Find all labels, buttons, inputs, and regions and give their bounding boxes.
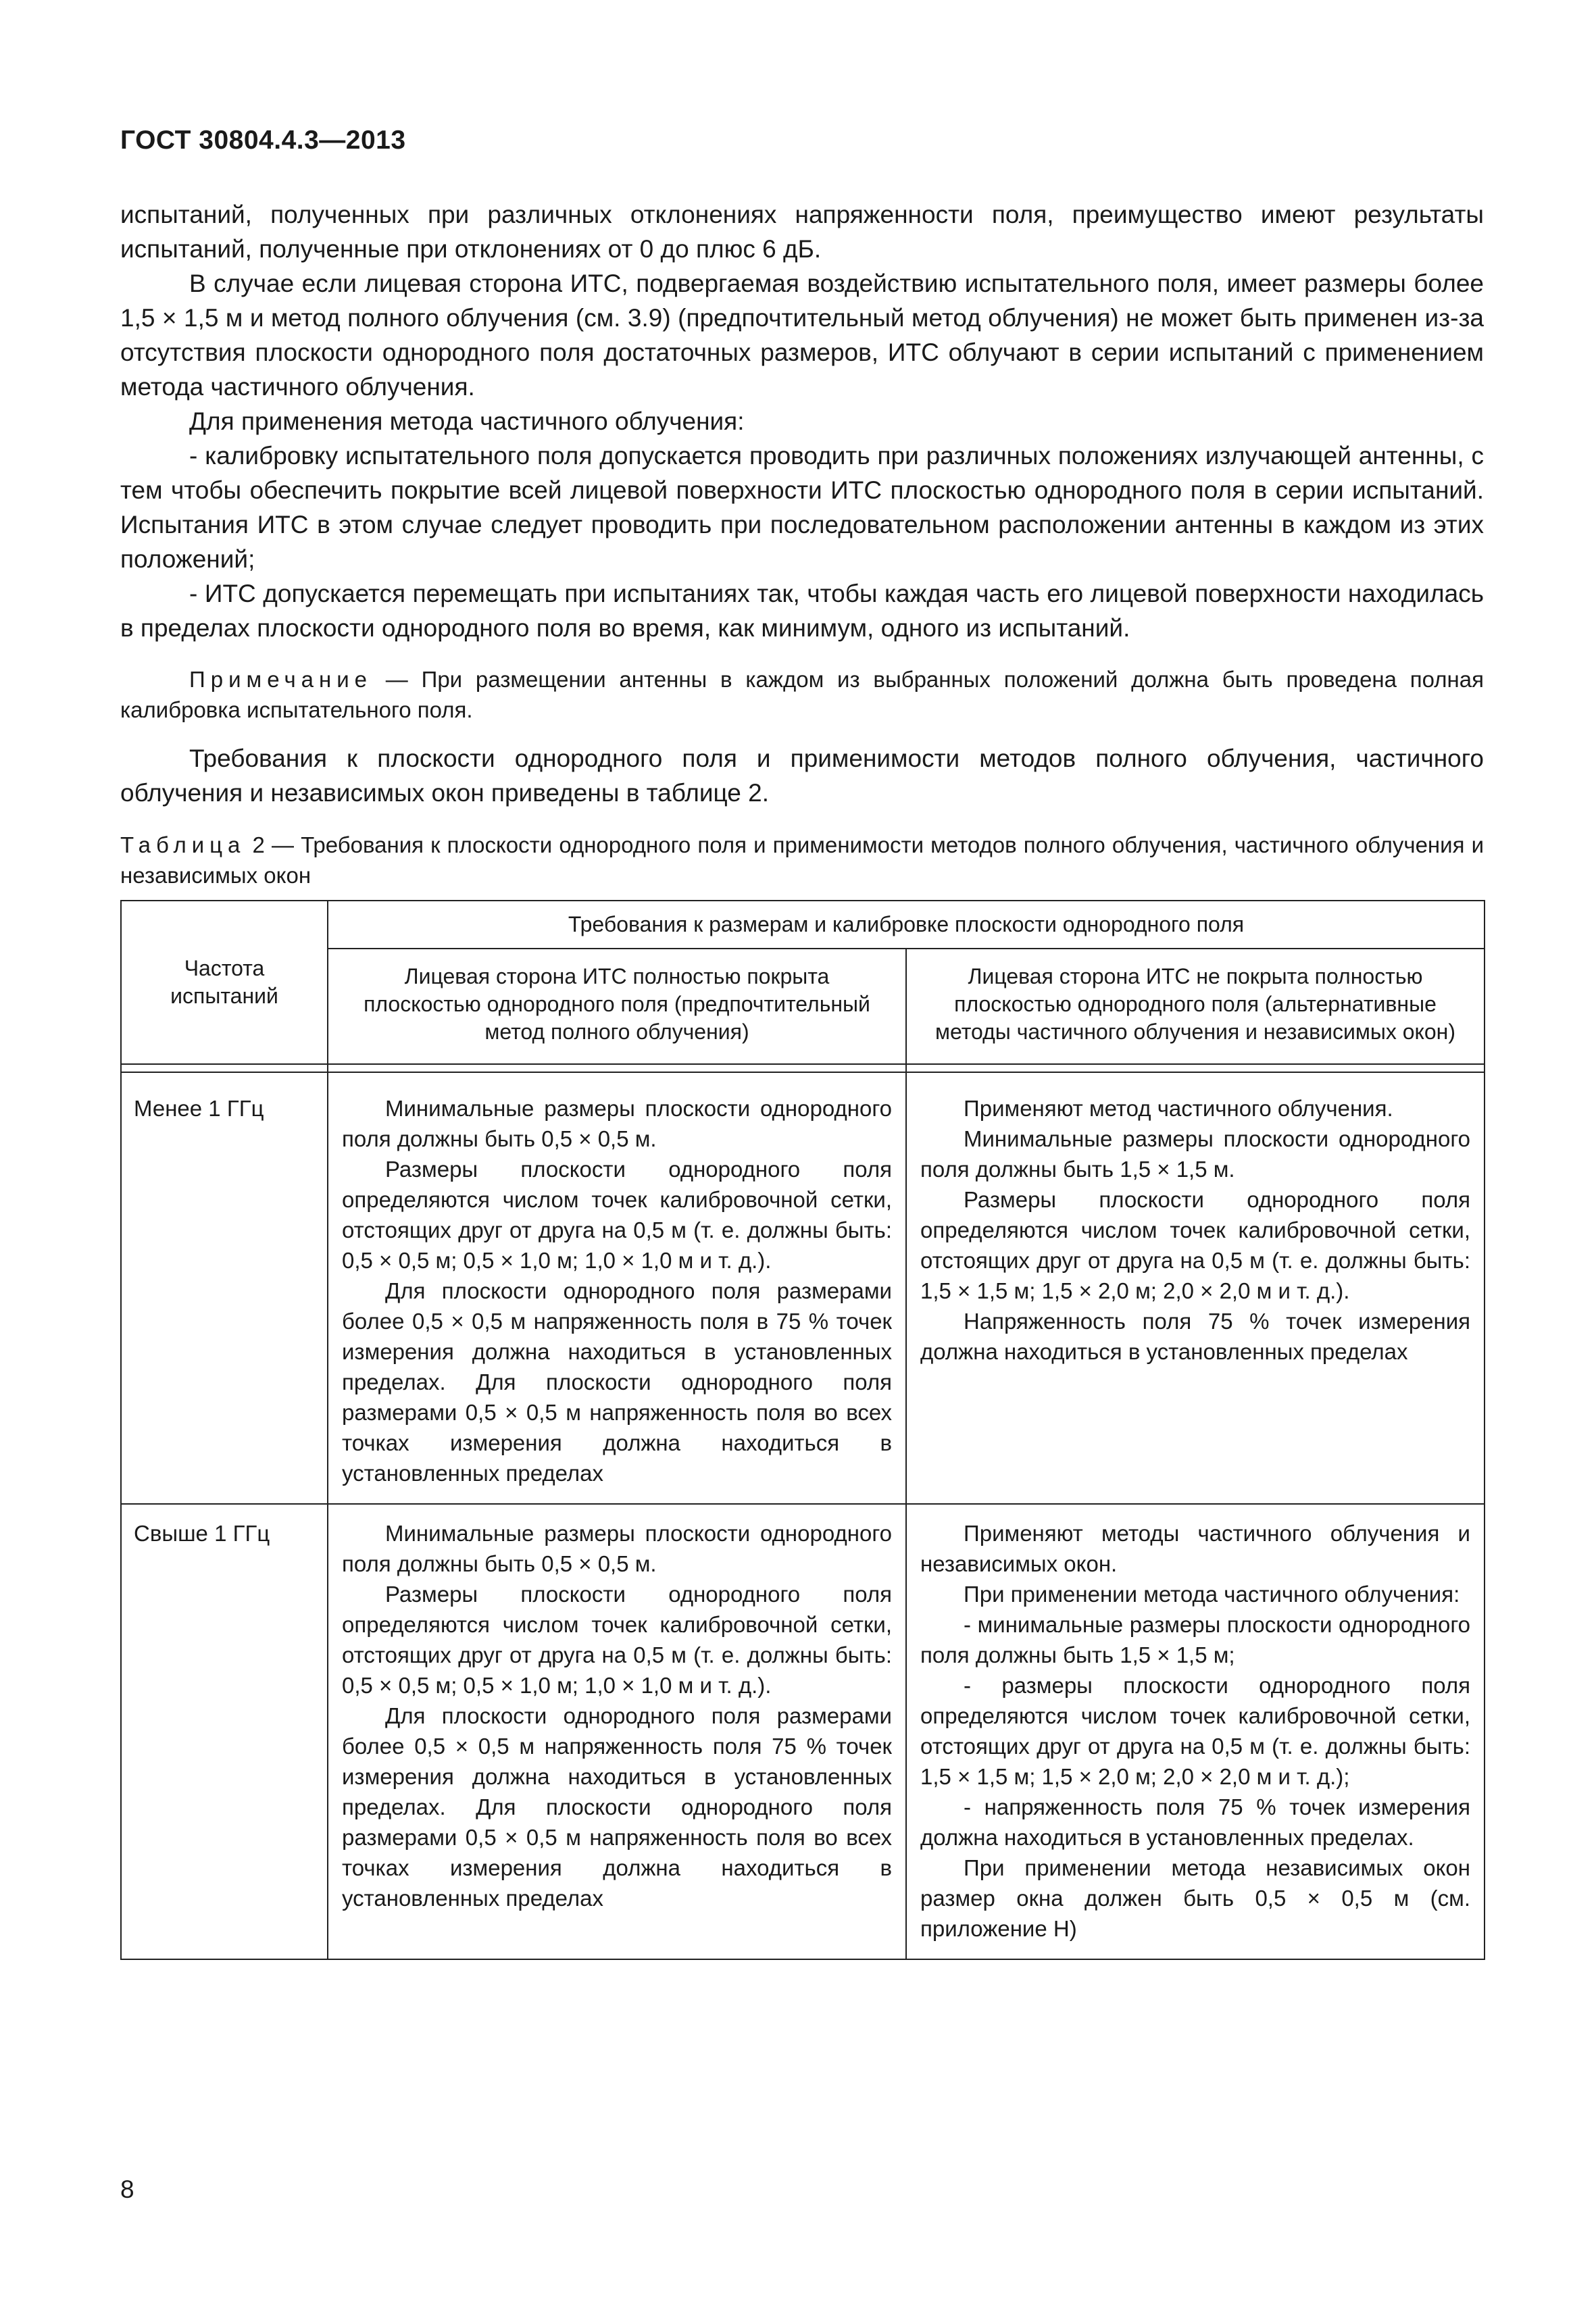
cell-paragraph: При применении метода независимых окон размер окна должен быть 0,5 × 0,5 м (см. приложение Н): [920, 1855, 1470, 1941]
frequency-cell: Менее 1 ГГц: [121, 1072, 328, 1504]
cell-paragraph: Для плоскости однородного поля размерами более 0,5 × 0,5 м напряженность поля 75 % точек измерения должна находиться в установленных пределах. Для плоскости однородного поля размерами 0,5 × 0,5 м напряженность поля во всех точках измерения должна находиться в установленных пределах: [342, 1703, 892, 1911]
paragraph: В случае если лицевая сторона ИТС, подвергаемая воздействию испытательного поля, имеет размеры более 1,5 × 1,5 м и метод полного облучения (см. 3.9) (предпочтительный метод облучения) не может быть применен из-за отсутствия плоскости однородного поля достаточных размеров, ИТС облучают в серии испытаний с применением метода частичного облучения.: [120, 270, 1484, 401]
page-number: 8: [120, 2175, 134, 2203]
partial-coverage-cell: [906, 1072, 1485, 1504]
cell-paragraph: - размеры плоскости однородного поля определяются числом точек калибровочной сетки, отстоящих друг от друга на 0,5 м (т. е. должны быть: 1,5 × 1,5 м; 1,5 × 2,0 м; 2,0 × 2,0 м и т. д.);: [920, 1673, 1470, 1789]
column-header-frequency: Частота испытаний: [121, 901, 328, 1064]
table-row: [121, 1504, 1485, 1959]
cell-paragraph: Для плоскости однородного поля размерами более 0,5 × 0,5 м напряженность поля в 75 % точек измерения должна находиться в установленных пределах. Для плоскости однородного поля размерами 0,5 × 0,5 м напряженность поля во всех точках измерения должна находиться в установленных пределах: [342, 1278, 892, 1486]
frequency-cell: Свыше 1 ГГц: [121, 1504, 328, 1959]
document-header: ГОСТ 30804.4.3—2013: [120, 126, 406, 155]
paragraph: Для применения метода частичного облучения:: [189, 407, 745, 435]
full-coverage-cell: [328, 1072, 906, 1504]
paragraph: Требования к плоскости однородного поля и применимости методов полного облучения, частичного облучения и независимых окон приведены в таблице 2.: [120, 745, 1484, 807]
cell-paragraph: Размеры плоскости однородного поля определяются числом точек калибровочной сетки, отстоящих друг от друга на 0,5 м (т. е. должны быть: 0,5 × 0,5 м; 0,5 × 1,0 м; 1,0 × 1,0 м и т. д.).: [342, 1582, 892, 1698]
full-coverage-cell: [328, 1504, 906, 1959]
cell-paragraph: - минимальные размеры плоскости однородного поля должны быть 1,5 × 1,5 м;: [920, 1612, 1470, 1667]
paragraph: испытаний, полученных при различных отклонениях напряженности поля, преимущество имеют результаты испытаний, полученные при отклонениях от 0 до плюс 6 дБ.: [120, 201, 1484, 263]
cell-paragraph: Минимальные размеры плоскости однородного поля должны быть 0,5 × 0,5 м.: [342, 1521, 892, 1576]
table-header-row: [121, 901, 1485, 949]
table-row: [121, 1072, 1485, 1504]
cell-paragraph: Минимальные размеры плоскости однородного поля должны быть 1,5 × 1,5 м.: [920, 1126, 1470, 1182]
partial-coverage-cell: [906, 1504, 1485, 1959]
column-header-full-coverage: Лицевая сторона ИТС полностью покрыта плоскостью однородного поля (предпочтительный метод полного облучения): [328, 949, 906, 1064]
note: [120, 664, 1484, 725]
column-header-group: Требования к размерам и калибровке плоскости однородного поля: [328, 901, 1485, 949]
table-spacer-row: [121, 1064, 1485, 1072]
cell-paragraph: Применяют метод частичного облучения.: [964, 1096, 1393, 1121]
cell-paragraph: Применяют методы частичного облучения и независимых окон.: [920, 1521, 1470, 1576]
cell-paragraph: Минимальные размеры плоскости однородного поля должны быть 0,5 × 0,5 м.: [342, 1096, 892, 1151]
requirements-table: [120, 900, 1485, 1960]
table-caption-label: Таблица: [120, 832, 246, 857]
list-item: - ИТС допускается перемещать при испытаниях так, чтобы каждая часть его лицевой поверхности находилась в пределах плоскости однородного поля во время, как минимум, одного из испытаний.: [120, 580, 1484, 642]
table-caption-text: 2 — Требования к плоскости однородного поля и применимости методов полного облучения, частичного облучения и независимых окон: [120, 832, 1484, 888]
cell-paragraph: Напряженность поля 75 % точек измерения должна находиться в установленных пределах: [920, 1309, 1470, 1364]
list-item: - калибровку испытательного поля допускается проводить при различных положениях излучающей антенны, с тем чтобы обеспечить покрытие всей лицевой поверхности ИТС плоскостью однородного поля в серии испытаний. Испытания ИТС в этом случае следует проводить при последовательном расположении антенны в каждом из этих положений;: [120, 442, 1484, 573]
column-header-partial-coverage: Лицевая сторона ИТС не покрыта полностью плоскостью однородного поля (альтернативные методы частичного облучения и независимых окон): [906, 949, 1485, 1064]
note-label: Примечание: [189, 667, 373, 692]
cell-paragraph: При применении метода частичного облучения:: [964, 1582, 1460, 1607]
table-caption: [120, 830, 1484, 890]
cell-paragraph: Размеры плоскости однородного поля определяются числом точек калибровочной сетки, отстоящих друг от друга на 0,5 м (т. е. должны быть: 1,5 × 1,5 м; 1,5 × 2,0 м; 2,0 × 2,0 м и т. д.).: [920, 1187, 1470, 1303]
note-text: — При размещении антенны в каждом из выбранных положений должна быть проведена полная калибровка испытательного поля.: [120, 667, 1484, 722]
body-text: [120, 197, 1484, 810]
cell-paragraph: Размеры плоскости однородного поля определяются числом точек калибровочной сетки, отстоящих друг от друга на 0,5 м (т. е. должны быть: 0,5 × 0,5 м; 0,5 × 1,0 м; 1,0 × 1,0 м и т. д.).: [342, 1157, 892, 1273]
cell-paragraph: - напряженность поля 75 % точек измерения должна находиться в установленных пределах.: [920, 1794, 1470, 1850]
